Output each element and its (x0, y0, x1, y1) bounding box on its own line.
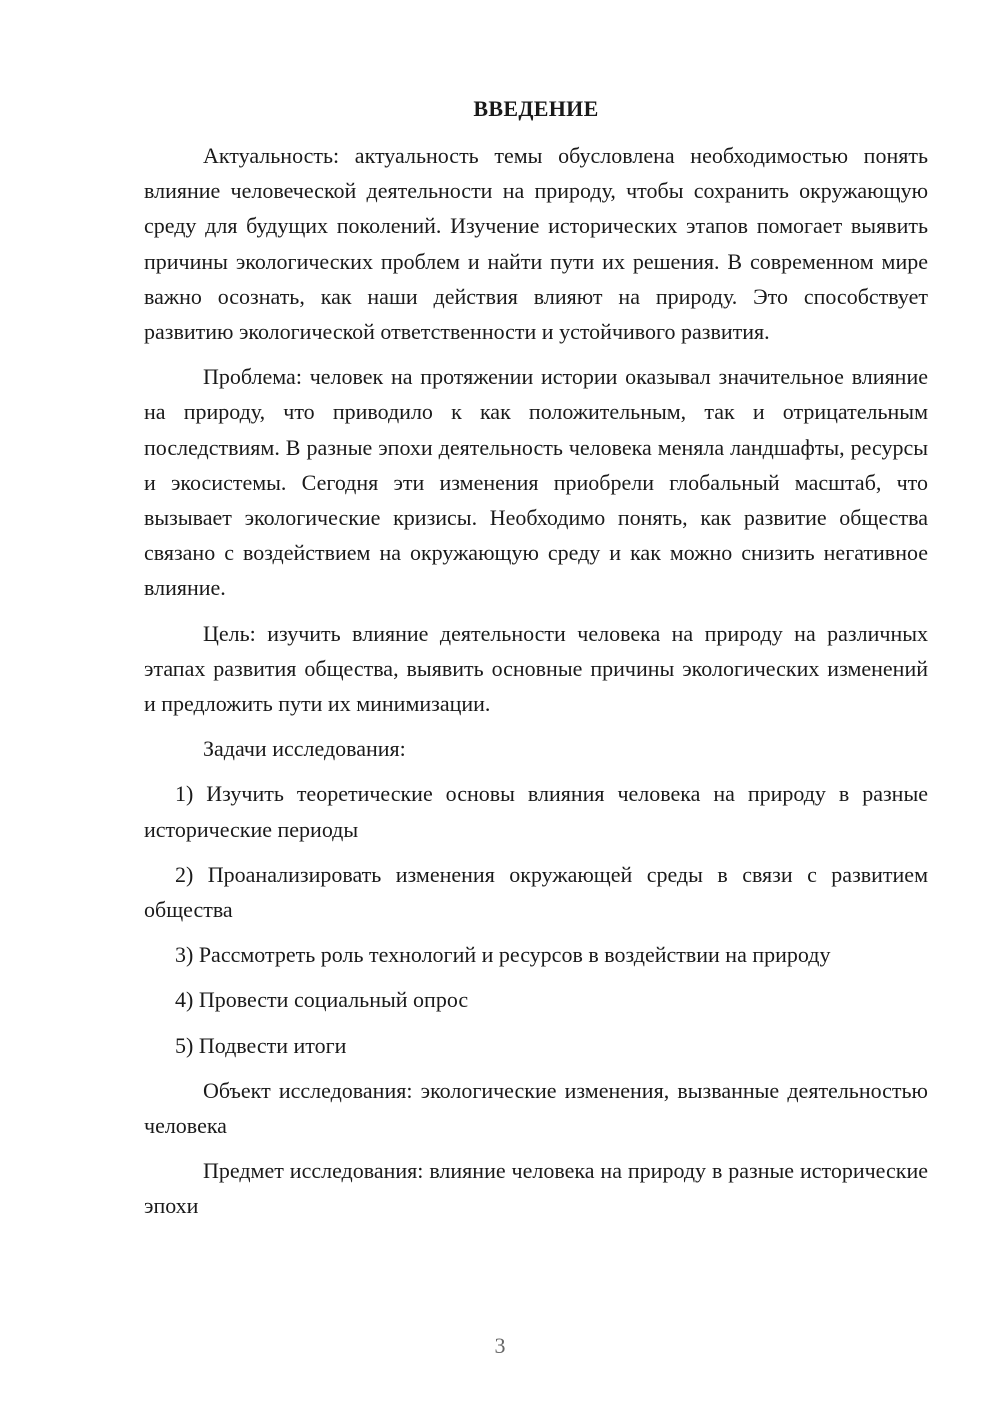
document-page (144, 92, 928, 1234)
paragraph-object: Объект исследования: экологические изменения, вызванные деятельностью человека (144, 1077, 928, 1139)
task-item: 5) Подвести итоги (175, 1032, 347, 1058)
paragraph-subject: Предмет исследования: влияние человека на природу в разные исторические эпохи (144, 1158, 928, 1219)
paragraph-goal: Цель: изучить влияние деятельности человека на природу на различных этапах развития общества, выявить основные причины экологических изменений и предложить пути их минимизации. (144, 620, 928, 717)
section-title: ВВЕДЕНИЕ (473, 96, 599, 121)
tasks-heading: Задачи исследования: (203, 736, 406, 762)
task-item: 4) Провести социальный опрос (175, 987, 469, 1013)
task-item: 1) Изучить теоретические основы влияния человека на природу в разные исторические периоды (144, 781, 928, 842)
paragraph-problem: Проблема: человек на протяжении истории оказывал значительное влияние на природу, что приводило к как положительным, так и отрицательным последствиям. В разные эпохи деятельность человека меняла ландшафты, ресурсы и экосистемы. Сегодня эти изменения приобрели глобальный масштаб, что вызывает экологические кризисы. Необходимо понять, как развитие общества связано с воздействием на окружающую среду и как можно снизить негативное влияние. (144, 364, 928, 601)
page-number: 3 (494, 1333, 506, 1358)
paragraph-relevance: Актуальность: актуальность темы обусловлена необходимостью понять влияние человеческой деятельности на природу, чтобы сохранить окружающую среду для будущих поколений. Изучение исторических этапов помогает выявить причины экологических проблем и найти пути их решения. В современном мире важно осознать, как наши действия влияют на природу. Это способствует развитию экологической ответственности и устойчивого развития. (144, 143, 928, 345)
task-item: 2) Проанализировать изменения окружающей среды в связи с развитием общества (144, 861, 928, 923)
task-item: 3) Рассмотреть роль технологий и ресурсов в воздействии на природу (175, 942, 831, 968)
